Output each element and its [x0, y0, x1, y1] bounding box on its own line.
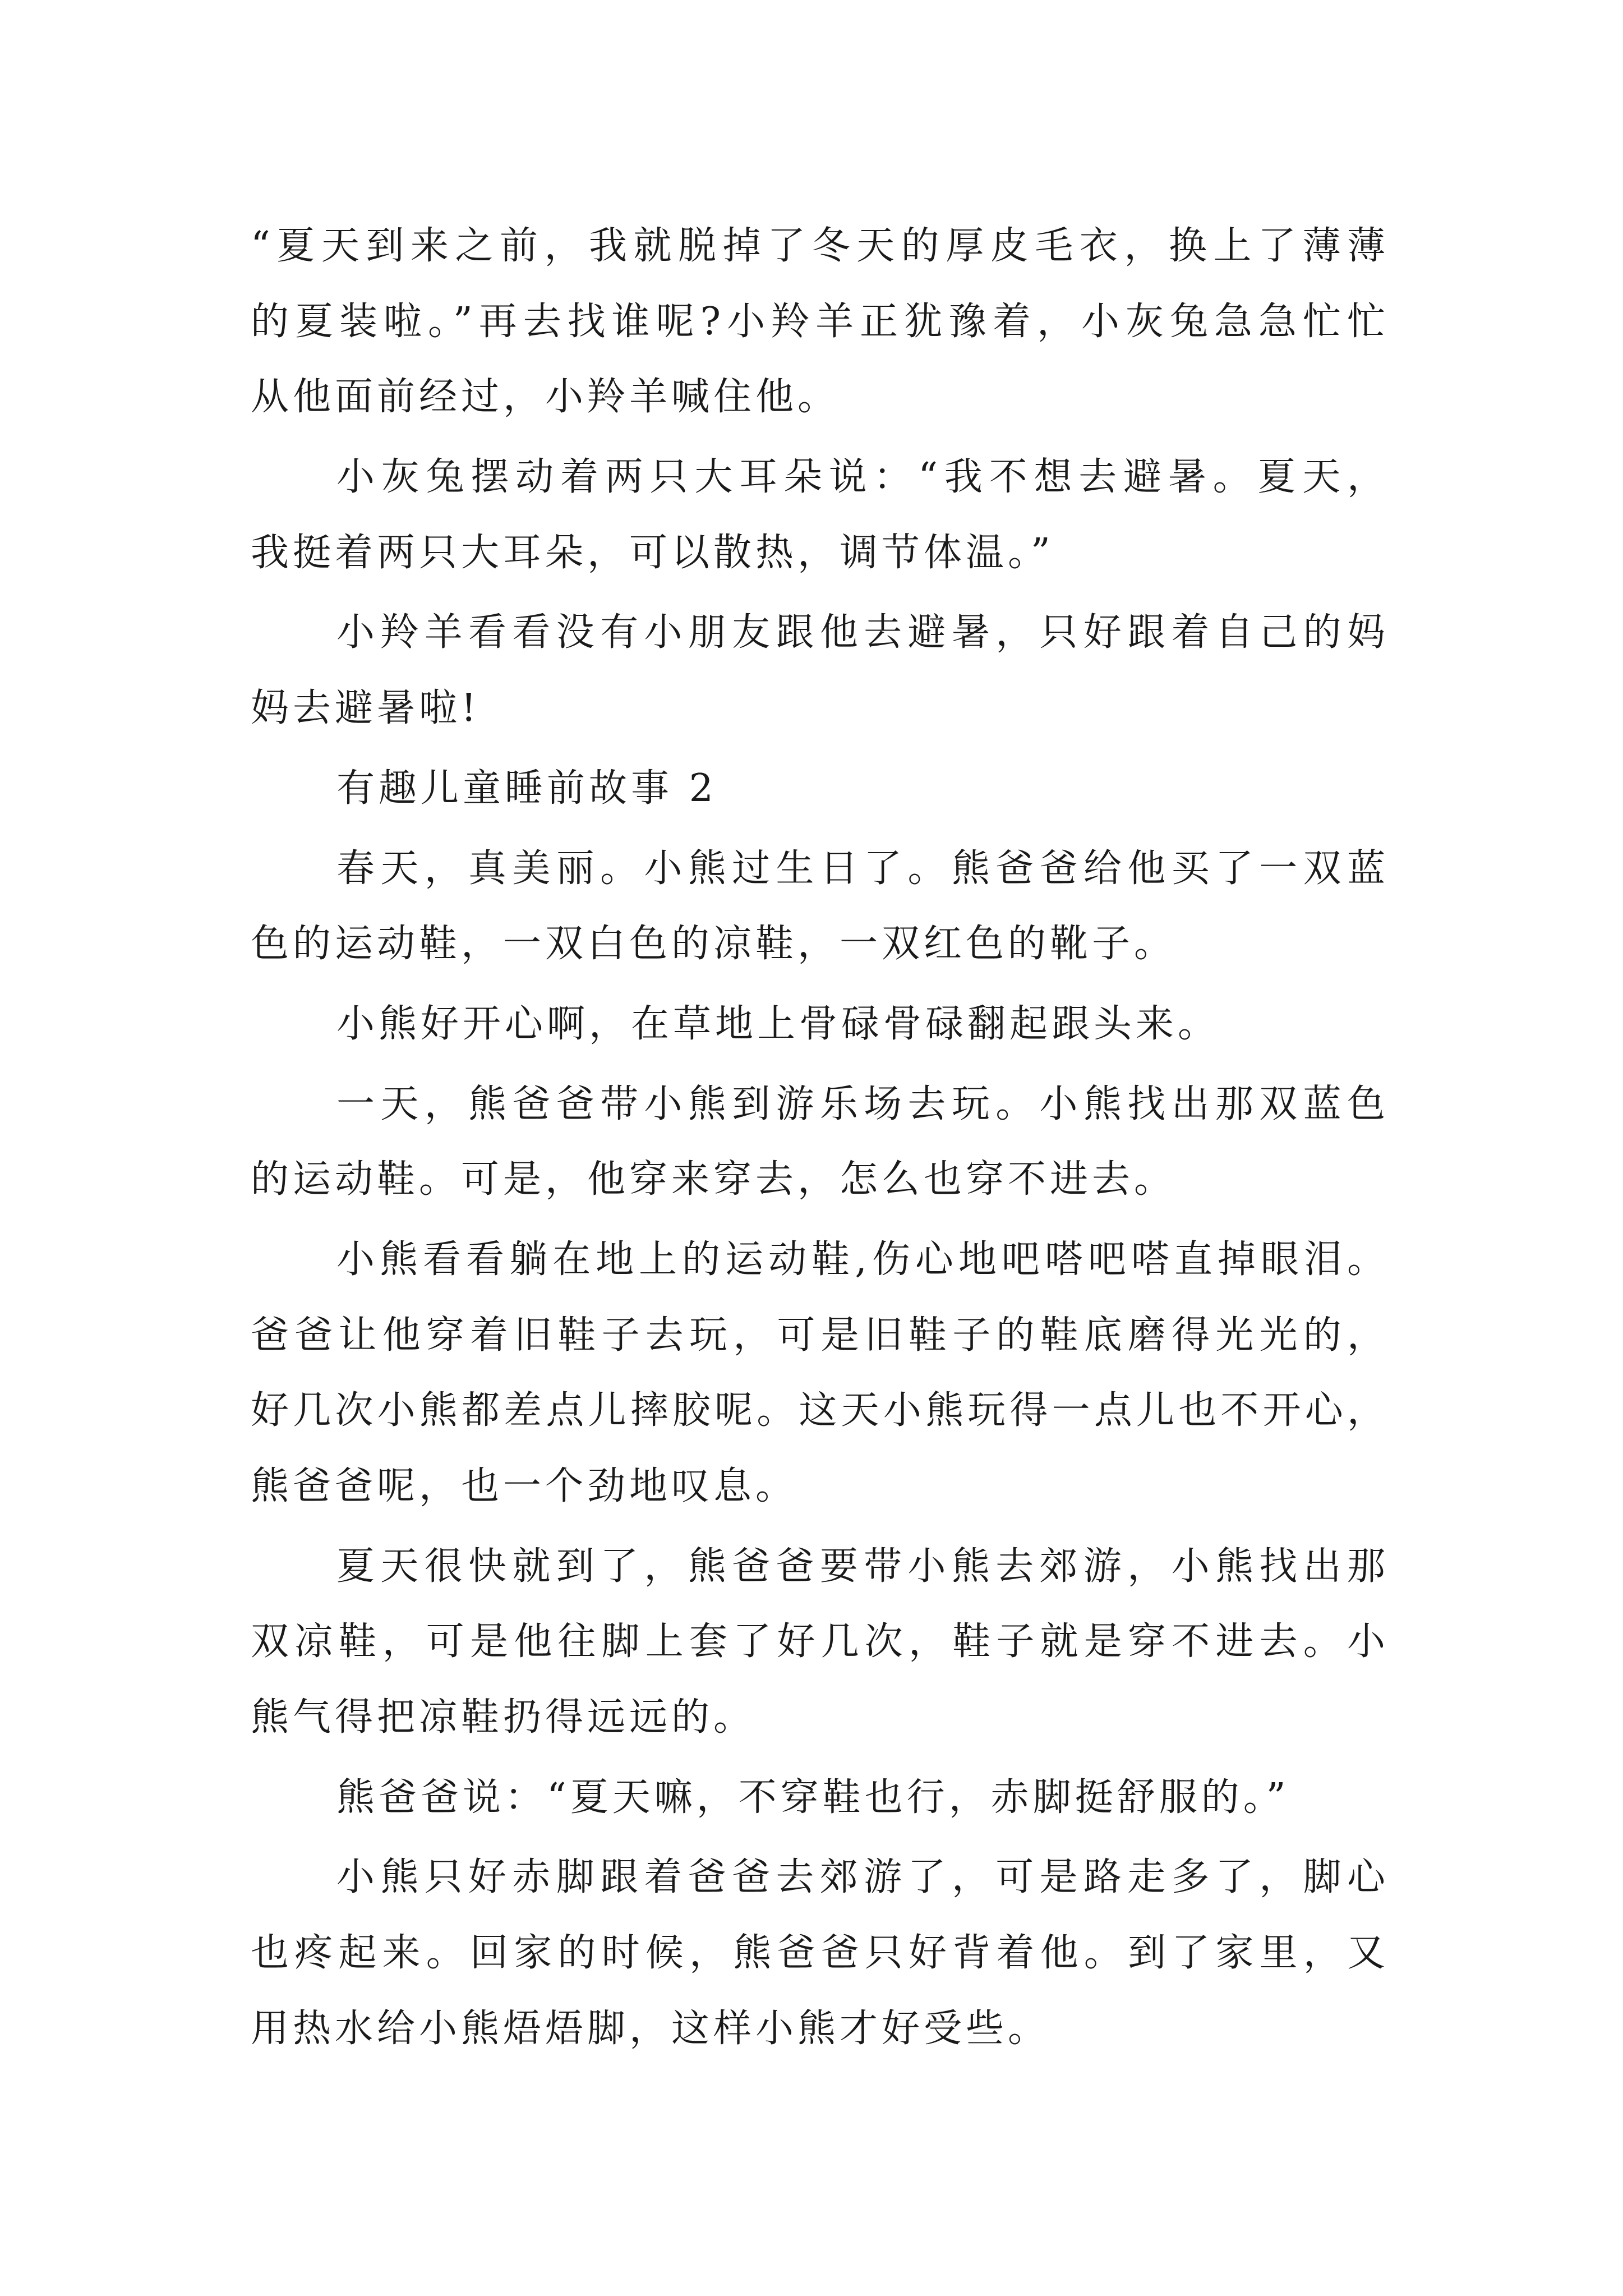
paragraph [251, 595, 1389, 746]
text-line: 熊爸爸呢，也一个劲地叹息。 [251, 1464, 798, 1508]
text-line: 小羚羊看看没有小朋友跟他去避暑，只好跟着自己的妈 [336, 610, 1389, 655]
text-line: 色的运动鞋，一双白色的凉鞋，一双红色的靴子。 [251, 922, 1177, 967]
paragraph [251, 1840, 1389, 2067]
text-line: 的运动鞋。可是，他穿来穿去，怎么也穿不进去。 [251, 1157, 1177, 1202]
text-line: 用热水给小熊焐焐脚，这样小熊才好受些。 [251, 2006, 1050, 2051]
paragraph [251, 1529, 1389, 1756]
text-line: 双凉鞋，可是他往脚上套了好几次，鞋子就是穿不进去。小 [251, 1619, 1389, 1664]
text-line: 从他面前经过，小羚羊喊住他。 [251, 375, 840, 420]
paragraph [251, 1222, 1389, 1525]
paragraph [251, 209, 1389, 435]
text-line: 一天，熊爸爸带小熊到游乐场去玩。小熊找出那双蓝色 [336, 1082, 1389, 1126]
text-line: 小灰兔摆动着两只大耳朵说：“我不想去避暑。夏天， [336, 455, 1389, 500]
text-line: 小熊只好赤脚跟着爸爸去郊游了，可是路走多了，脚心 [336, 1855, 1389, 1900]
story-title-text: 有趣儿童睡前故事 2 [336, 766, 717, 811]
text-line: 夏天很快就到了，熊爸爸要带小熊去郊游，小熊找出那 [336, 1544, 1389, 1589]
text-line: 我挺着两只大耳朵，可以散热，调节体温。” [251, 530, 1054, 575]
paragraph [251, 1760, 1389, 1836]
text-line: 好几次小熊都差点儿摔胶呢。这天小熊玩得一点儿也不开心， [251, 1388, 1389, 1433]
document-page [251, 209, 1389, 2072]
text-line: 小熊看看躺在地上的运动鞋,伤心地吧嗒吧嗒直掉眼泪。 [336, 1237, 1389, 1282]
paragraph [251, 1067, 1389, 1218]
text-line: 小熊好开心啊，在草地上骨碌骨碌翻起跟头来。 [336, 1001, 1220, 1046]
story-title [251, 751, 1389, 827]
text-line: 也疼起来。回家的时候，熊爸爸只好背着他。到了家里，又 [251, 1931, 1389, 1976]
text-line: 妈去避暑啦! [251, 686, 481, 731]
text-line: 熊气得把凉鞋扔得远远的。 [251, 1695, 756, 1740]
text-line: 爸爸让他穿着旧鞋子去玩，可是旧鞋子的鞋底磨得光光的， [251, 1313, 1389, 1358]
paragraph [251, 987, 1389, 1062]
text-line: 春天，真美丽。小熊过生日了。熊爸爸给他买了一双蓝 [336, 846, 1389, 891]
paragraph [251, 440, 1389, 591]
text-line: “夏天到来之前，我就脱掉了冬天的厚皮毛衣，换上了薄薄 [251, 224, 1389, 268]
paragraph [251, 831, 1389, 982]
text-line: 的夏装啦。”再去找谁呢?小羚羊正犹豫着，小灰兔急急忙忙 [251, 299, 1389, 344]
text-line: 熊爸爸说：“夏天嘛，不穿鞋也行，赤脚挺舒服的。” [336, 1775, 1290, 1820]
